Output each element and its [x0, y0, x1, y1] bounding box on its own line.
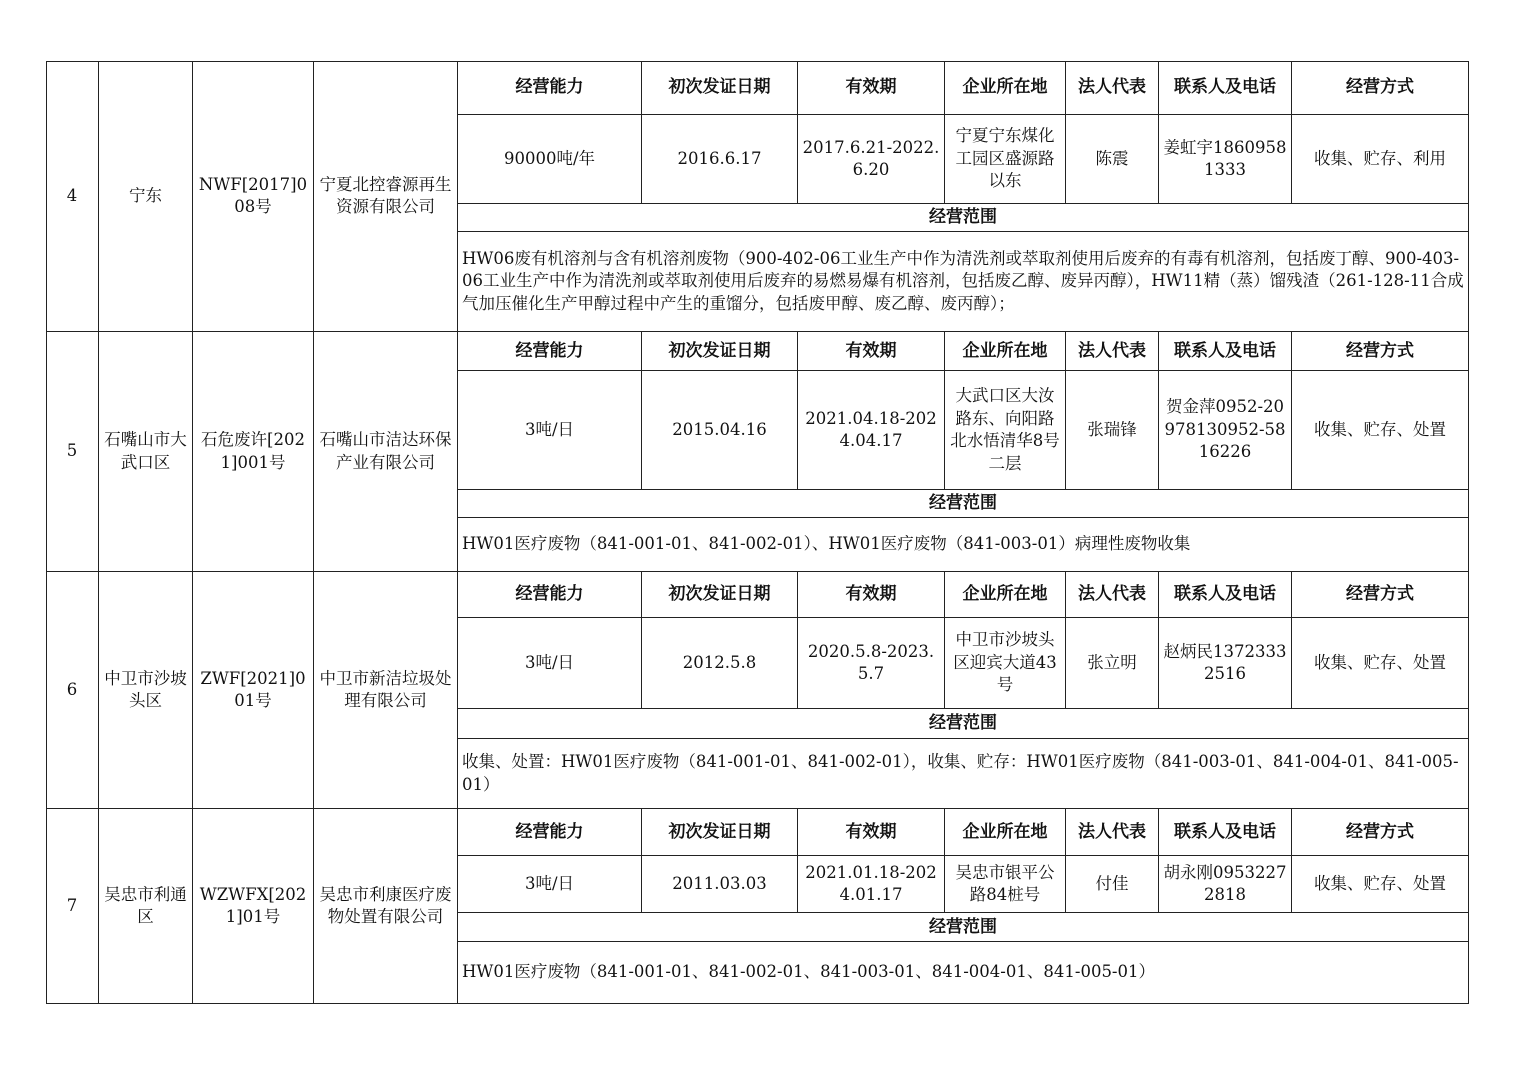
- legal-representative: 张立明: [1066, 618, 1159, 709]
- company-location: 吴忠市银平公路84桩号: [945, 856, 1066, 913]
- header-validity: 有效期: [798, 61, 945, 115]
- first-issue-date: 2011.03.03: [642, 856, 798, 913]
- header-business-scope: 经营范围: [458, 490, 1469, 518]
- company-name: 宁夏北控睿源再生资源有限公司: [314, 61, 458, 332]
- legal-representative: 陈震: [1066, 115, 1159, 204]
- license-number: WZWFX[2021]01号: [193, 809, 314, 1004]
- business-scope-text: HW01医疗废物（841-001-01、841-002-01）、HW01医疗废物（841-003-01）病理性废物收集: [458, 518, 1469, 572]
- legal-representative: 付佳: [1066, 856, 1159, 913]
- row-number: 7: [46, 809, 99, 1004]
- header-business-scope: 经营范围: [458, 709, 1469, 739]
- contact-person-phone: 赵炳民13723332516: [1159, 618, 1292, 709]
- header-method: 经营方式: [1292, 572, 1469, 618]
- validity-period: 2021.01.18-2024.01.17: [798, 856, 945, 913]
- row-number: 4: [46, 61, 99, 332]
- header-location: 企业所在地: [945, 572, 1066, 618]
- license-number: NWF[2017]008号: [193, 61, 314, 332]
- header-legal-rep: 法人代表: [1066, 61, 1159, 115]
- header-legal-rep: 法人代表: [1066, 572, 1159, 618]
- header-method: 经营方式: [1292, 809, 1469, 856]
- header-legal-rep: 法人代表: [1066, 332, 1159, 371]
- first-issue-date: 2016.6.17: [642, 115, 798, 204]
- header-business-scope: 经营范围: [458, 204, 1469, 232]
- header-contact: 联系人及电话: [1159, 332, 1292, 371]
- business-scope-text: HW01医疗废物（841-001-01、841-002-01、841-003-01、841-004-01、841-005-01）: [458, 942, 1469, 1004]
- contact-person-phone: 姜虹宇18609581333: [1159, 115, 1292, 204]
- company-name: 吴忠市利康医疗废物处置有限公司: [314, 809, 458, 1004]
- header-location: 企业所在地: [945, 61, 1066, 115]
- validity-period: 2020.5.8-2023.5.7: [798, 618, 945, 709]
- header-contact: 联系人及电话: [1159, 809, 1292, 856]
- operation-method: 收集、贮存、利用: [1292, 115, 1469, 204]
- first-issue-date: 2012.5.8: [642, 618, 798, 709]
- company-location: 中卫市沙坡头区迎宾大道43号: [945, 618, 1066, 709]
- license-number: 石危废许[2021]001号: [193, 332, 314, 572]
- capacity-value: 90000吨/年: [458, 115, 642, 204]
- first-issue-date: 2015.04.16: [642, 371, 798, 490]
- header-first-issue: 初次发证日期: [642, 809, 798, 856]
- operation-method: 收集、贮存、处置: [1292, 856, 1469, 913]
- header-validity: 有效期: [798, 572, 945, 618]
- legal-representative: 张瑞锋: [1066, 371, 1159, 490]
- header-first-issue: 初次发证日期: [642, 572, 798, 618]
- contact-person-phone: 贺金萍0952-20978130952-5816226: [1159, 371, 1292, 490]
- capacity-value: 3吨/日: [458, 618, 642, 709]
- header-capacity: 经营能力: [458, 332, 642, 371]
- header-method: 经营方式: [1292, 332, 1469, 371]
- company-location: 大武口区大汝路东、向阳路北水悟清华8号二层: [945, 371, 1066, 490]
- header-first-issue: 初次发证日期: [642, 61, 798, 115]
- business-scope-text: 收集、处置：HW01医疗废物（841-001-01、841-002-01），收集、贮存：HW01医疗废物（841-003-01、841-004-01、841-005-01）: [458, 739, 1469, 809]
- company-name: 中卫市新洁垃圾处理有限公司: [314, 572, 458, 809]
- license-number: ZWF[2021]001号: [193, 572, 314, 809]
- header-first-issue: 初次发证日期: [642, 332, 798, 371]
- region-cell: 宁东: [99, 61, 193, 332]
- validity-period: 2017.6.21-2022.6.20: [798, 115, 945, 204]
- header-capacity: 经营能力: [458, 61, 642, 115]
- header-legal-rep: 法人代表: [1066, 809, 1159, 856]
- region-cell: 石嘴山市大武口区: [99, 332, 193, 572]
- company-location: 宁夏宁东煤化工园区盛源路以东: [945, 115, 1066, 204]
- permit-table: [46, 61, 1469, 1004]
- operation-method: 收集、贮存、处置: [1292, 618, 1469, 709]
- header-business-scope: 经营范围: [458, 913, 1469, 942]
- header-contact: 联系人及电话: [1159, 572, 1292, 618]
- header-method: 经营方式: [1292, 61, 1469, 115]
- header-validity: 有效期: [798, 332, 945, 371]
- region-cell: 中卫市沙坡头区: [99, 572, 193, 809]
- capacity-value: 3吨/日: [458, 856, 642, 913]
- region-cell: 吴忠市利通区: [99, 809, 193, 1004]
- header-capacity: 经营能力: [458, 572, 642, 618]
- header-capacity: 经营能力: [458, 809, 642, 856]
- contact-person-phone: 胡永刚09532272818: [1159, 856, 1292, 913]
- row-number: 5: [46, 332, 99, 572]
- capacity-value: 3吨/日: [458, 371, 642, 490]
- header-validity: 有效期: [798, 809, 945, 856]
- header-location: 企业所在地: [945, 332, 1066, 371]
- company-name: 石嘴山市洁达环保产业有限公司: [314, 332, 458, 572]
- header-contact: 联系人及电话: [1159, 61, 1292, 115]
- validity-period: 2021.04.18-2024.04.17: [798, 371, 945, 490]
- business-scope-text: HW06废有机溶剂与含有机溶剂废物（900-402-06工业生产中作为清洗剂或萃取剂使用后废弃的有毒有机溶剂，包括废丁醇、900-403-06工业生产中作为清洗剂或萃取剂使用后废弃的易燃易爆有机溶剂，包括废乙醇、废异丙醇），HW11精（蒸）馏残渣（261-128-11合成气加压催化生产甲醇过程中产生的重馏分，包括废甲醇、废乙醇、废丙醇）；: [458, 232, 1469, 332]
- header-location: 企业所在地: [945, 809, 1066, 856]
- row-number: 6: [46, 572, 99, 809]
- operation-method: 收集、贮存、处置: [1292, 371, 1469, 490]
